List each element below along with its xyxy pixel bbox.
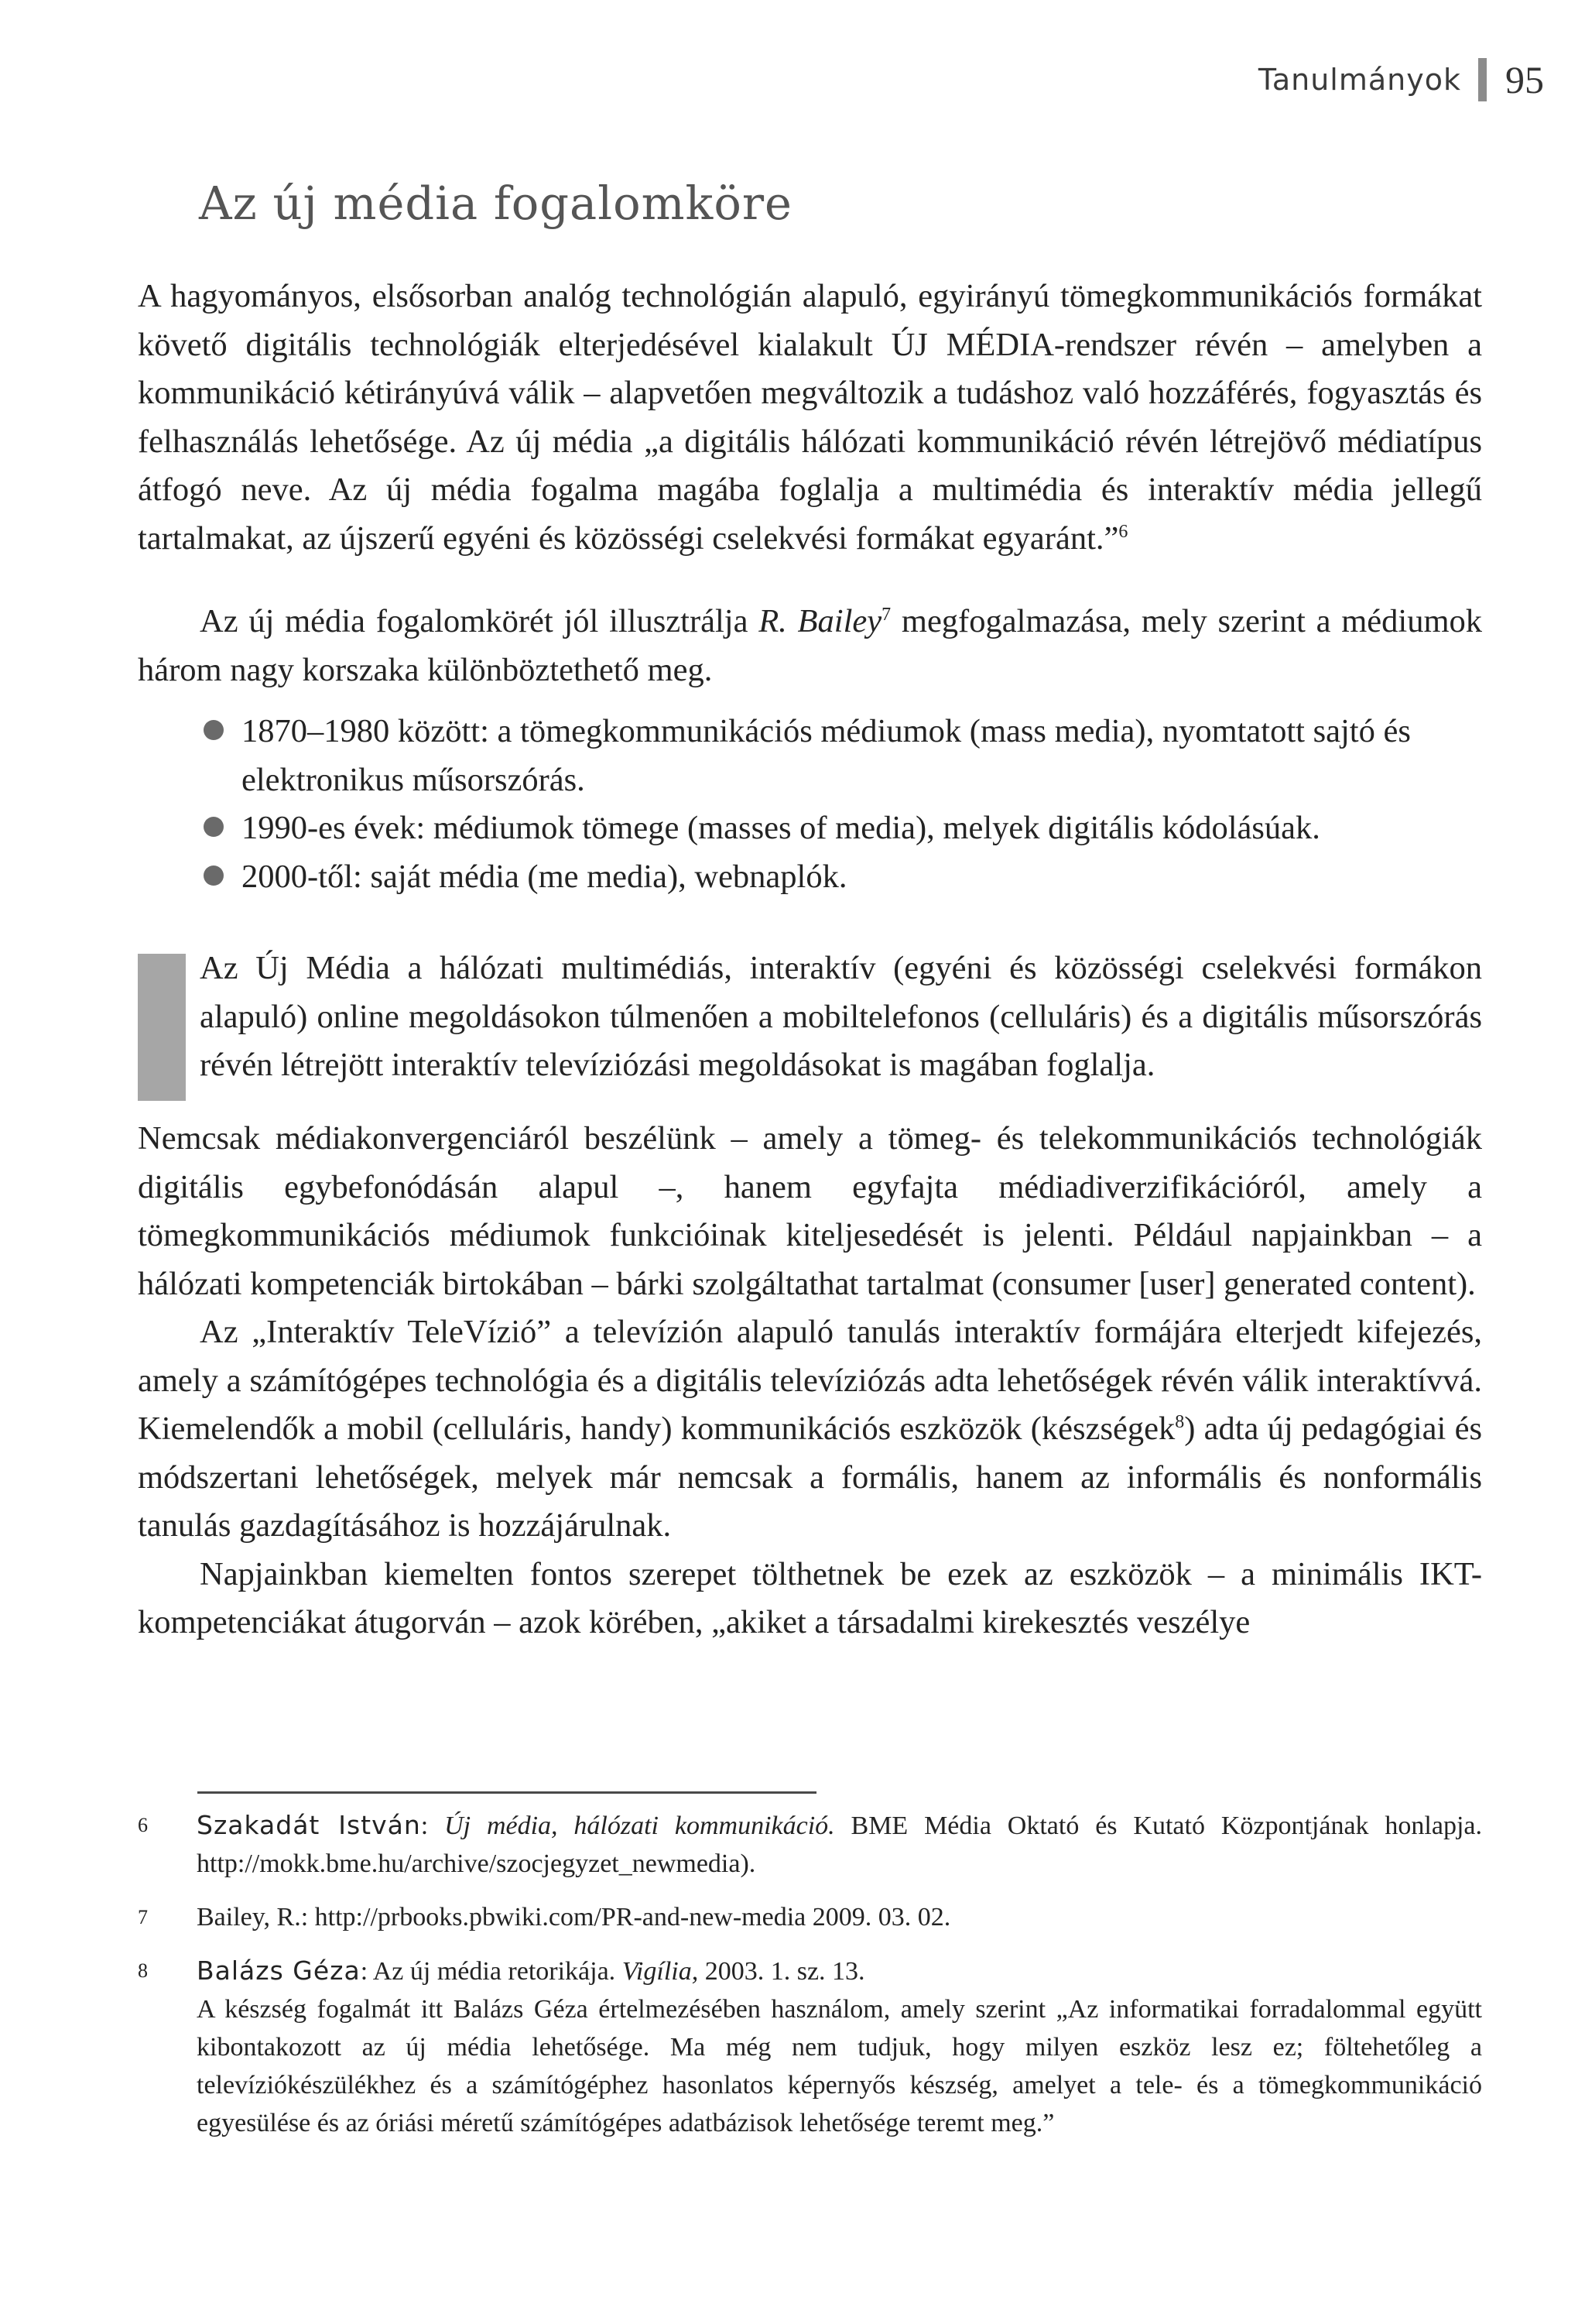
footnote-text: Bailey, R.: http://prbooks.pbwiki.com/PR-and-new-media 2009. 03. 02. bbox=[197, 1903, 951, 1932]
footnotes bbox=[138, 1806, 1482, 2158]
page-number: 95 bbox=[1505, 58, 1544, 101]
header-divider bbox=[1478, 58, 1487, 101]
list-item bbox=[138, 708, 1482, 804]
footnote-number: 6 bbox=[138, 1814, 148, 1836]
bailey-text-before: Az új média fogalomkörét jól illusztrálja bbox=[200, 603, 759, 639]
page-title: Az új média fogalomköre bbox=[199, 177, 792, 230]
body-paragraph: Napjainkban kiemelten fontos szerepet tölthetnek be ezek az eszközök – a minimális IKT-kompetenciákat átugorván – azok körében, „akiket a társadalmi kirekesztés veszélye bbox=[138, 1555, 1482, 1640]
footnote-ref-6[interactable]: 6 bbox=[1118, 521, 1128, 542]
intro-text: A hagyományos, elsősorban analóg technológián alapuló, egyirányú tömegkommunikációs formákat követő digitális technológiák elterjedésével kialakult ÚJ MÉDIA-rendszer révén – amelyben a kommunikáció kétirányúvá válik – alapvetően megváltozik a tudáshoz való hozzáférés, fogyasztás és felhasználás lehetősége. Az új média „a digitális hálózati kommunikáció révén létrejövő médiatípus átfogó neve. Az új média fogalma magába foglalja a multimédia és interaktív média jellegű tartalmakat, az újszerű egyéni és közösségi cselekvési formákat egyaránt.” bbox=[138, 278, 1482, 557]
footnote-6: 6 Szakadát István: Új média, hálózati kommunikáció. BME Média Oktató és Kutató Központjának honlapja. http://mokk.bme.hu/archive/szocjegyzet_newmedia). bbox=[138, 1806, 1482, 1883]
footnote-source: BME Média Oktató és Kutató Központjának honlapja. http://mokk.bme.hu/archive/szocjegyzet_newmedia). bbox=[197, 1812, 1482, 1878]
footnote-journal: Vigília, bbox=[621, 1957, 699, 1986]
bailey-text-after: megfogalmazása, mely szerint a médiumok három nagy korszaka különböztethető meg. bbox=[138, 603, 1483, 688]
footnote-number: 7 bbox=[138, 1906, 148, 1928]
body-text: Az „Interaktív TeleVízió” a televízión alapuló tanulás interaktív formájára elterjedt kifejezés, amely a számítógépes technológia és a digitális televíziózás adta lehetőségek révén válik interaktívvá. Kiemelendők a mobil (celluláris, handy) kommunikációs eszközök (készségek bbox=[138, 1314, 1482, 1447]
era-list bbox=[138, 708, 1482, 901]
footnote-divider bbox=[197, 1791, 816, 1794]
bailey-name: R. Bailey bbox=[758, 603, 882, 639]
footnote-note: A készség fogalmát itt Balázs Géza értelmezésében használom, amely szerint „Az informatikai forradalommal együtt kibontakozott az új média lehetősége. Ma még nem tudjuk, hogy milyen eszköz lesz ez; föltehetőleg a televíziókészülékhez és a számítógéphez hasonlatos képernyős készség, amelyet a tele- és a tömegkommunikáció egyesülése és az óriási méretű számítógépes adatbázisok lehetősége teremt meg.” bbox=[197, 1995, 1482, 2137]
bullet-icon bbox=[204, 720, 224, 740]
list-item-text: 1990-es évek: médiumok tömege (masses of media), melyek digitális kódolásúak. bbox=[241, 810, 1320, 846]
footnote-issue: 2003. 1. sz. 13. bbox=[698, 1957, 865, 1986]
bullet-icon bbox=[204, 866, 224, 886]
section-label: Tanulmányok bbox=[1258, 63, 1461, 97]
list-item-text: 1870–1980 között: a tömegkommunikációs médiumok (mass media), nyomtatott sajtó és elektronikus műsorszórás. bbox=[241, 713, 1411, 798]
footnote-ref-8[interactable]: 8 bbox=[1175, 1411, 1185, 1432]
footnote-author: Szakadát István bbox=[197, 1810, 421, 1840]
body-text: ) adta új pedagógiai és módszertani lehetőségek, melyek már nemcsak a formális, hanem az informális és nonformális tanulás gazdagításához is hozzájárulnak. bbox=[138, 1411, 1482, 1544]
footnote-title: : Az új média retorikája. bbox=[360, 1957, 622, 1986]
callout-bar bbox=[138, 954, 186, 1101]
body-paragraph: Nemcsak médiakonvergenciáról beszélünk – amely a tömeg- és telekommunikációs technológiák digitális egybefonódásán alapul –, hanem egyfajta médiadiverzifikációról, amely a tömegkommunikációs médiumok funkcióinak kiteljesedését is jelenti. Például napjainkban – a hálózati kompetenciák birtokában – bárki szolgáltathat tartalmat (consumer [user] generated content). bbox=[138, 1120, 1482, 1302]
footnote-title: Új média, hálózati kommunikáció. bbox=[444, 1812, 835, 1840]
bullet-icon bbox=[204, 817, 224, 837]
intro-paragraph bbox=[138, 273, 1482, 563]
list-item bbox=[138, 853, 1482, 902]
bailey-paragraph bbox=[138, 598, 1482, 694]
footnote-author: Balázs Géza bbox=[197, 1956, 361, 1986]
footnote-number: 8 bbox=[138, 1959, 148, 1982]
callout-box bbox=[138, 944, 1482, 1090]
callout-text: Az Új Média a hálózati multimédiás, interaktív (egyéni és közösségi cselekvési formákon alapuló) online megoldásokon túlmenően a mobiltelefonos (celluláris) és a digitális műsorszórás révén létrejött interaktív televíziózási megoldásokat is magában foglalja. bbox=[200, 950, 1482, 1083]
page-header bbox=[1258, 57, 1544, 102]
footnote-8 bbox=[138, 1952, 1482, 2142]
list-item bbox=[138, 804, 1482, 853]
body-paragraph bbox=[138, 1308, 1482, 1551]
footnote-ref-7[interactable]: 7 bbox=[882, 604, 892, 625]
main-body bbox=[138, 1115, 1482, 1647]
footnote-7 bbox=[138, 1898, 1482, 1936]
list-item-text: 2000-től: saját média (me media), webnaplók. bbox=[241, 858, 847, 895]
